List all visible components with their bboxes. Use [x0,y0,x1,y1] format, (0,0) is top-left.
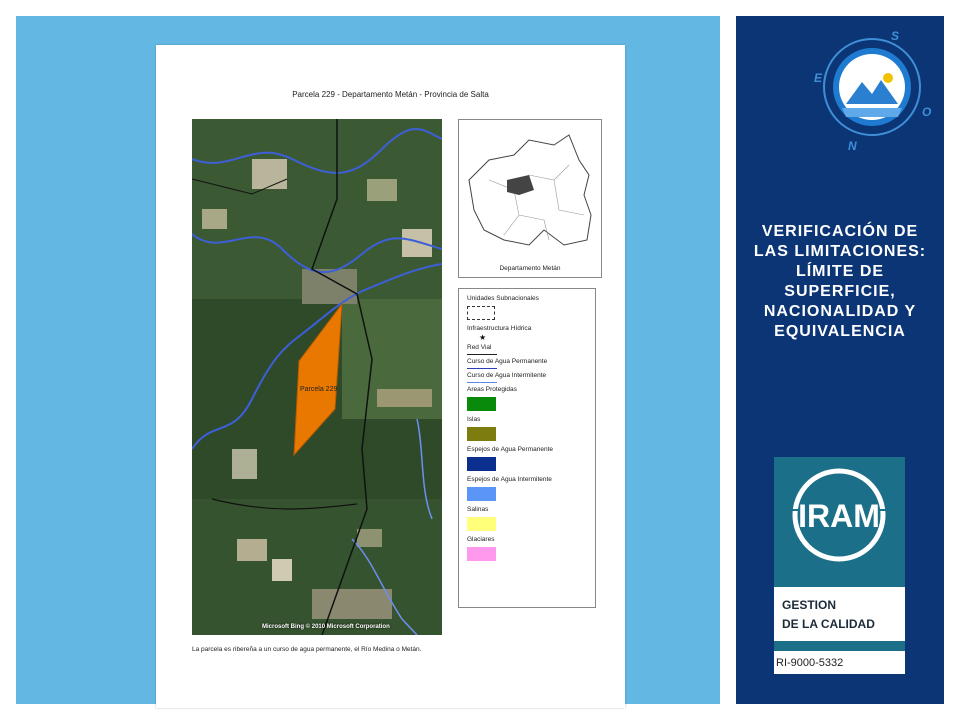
legend-label: Red Vial [467,344,492,351]
compass-letter: O [922,105,932,119]
legend-swatch-salt-flats [467,517,496,531]
legend-swatch-glaciers [467,547,496,561]
iram-line2: DE LA CALIDAD [782,617,875,631]
compass-letter: E [814,71,823,85]
legend-swatch-islands [467,427,496,441]
locator-inset-map [458,119,602,278]
map-legend [458,288,596,608]
legend-label: Infraestructura Hídrica [467,325,532,332]
legend-label: Salinas [467,506,489,513]
legend-label: Espejos de Agua Intermitente [467,476,552,483]
map-title: Parcela 229 - Departamento Metán - Provincia de Salta [292,90,489,99]
slide-title: VERIFICACIÓN DE LAS LIMITACIONES: LÍMITE DE SUPERFICIE, NACIONALIDAD Y EQUIVALENCIA [753,223,927,340]
star-icon: ★ [479,333,487,342]
iram-logo-area [774,457,905,587]
satellite-map-graphic [192,119,442,635]
legend-swatch-protected-areas [467,397,496,411]
compass-letter: S [891,29,900,43]
slide-right-panel [736,16,944,704]
parcel-label: Parcela 229 [300,386,338,393]
legend-swatch-permanent-water [467,457,496,471]
province-outline [459,120,601,260]
iram-line1: GESTION [782,598,837,612]
legend-swatch-subnational [467,306,495,320]
compass-logo-icon [814,20,934,150]
legend-label: Glaciares [467,536,495,543]
legend-label: Curso de Agua Intermitente [467,372,547,379]
satellite-map [192,119,442,635]
legend-swatch-road [467,354,497,355]
iram-cert-number: RI-9000-5332 [776,657,844,669]
inset-caption: Departamento Metán [499,265,561,272]
iram-certification-badge [774,457,905,674]
slide-left-panel [16,16,720,704]
legend-label: Islas [467,416,481,423]
iram-band [774,641,905,651]
map-credit: Microsoft Bing © 2010 Microsoft Corporation [262,624,390,630]
iram-logo-text: IRAM [798,498,880,534]
legend-swatch-intermittent-river [467,382,497,383]
compass-letter: N [848,139,857,150]
legend-swatch-intermittent-water [467,487,496,501]
iram-logo-icon [774,457,905,587]
legend-swatch-permanent-river [467,368,497,369]
legend-label: Curso de Agua Permanente [467,358,548,365]
legend-label: Unidades Subnacionales [467,295,539,302]
map-document [156,45,625,708]
legend-label: Espejos de Agua Permanente [467,446,554,453]
map-caption: La parcela es ribereña a un curso de agua permanente, el Río Medina o Metán. [192,646,422,653]
legend-label: Areas Protegidas [467,386,517,393]
